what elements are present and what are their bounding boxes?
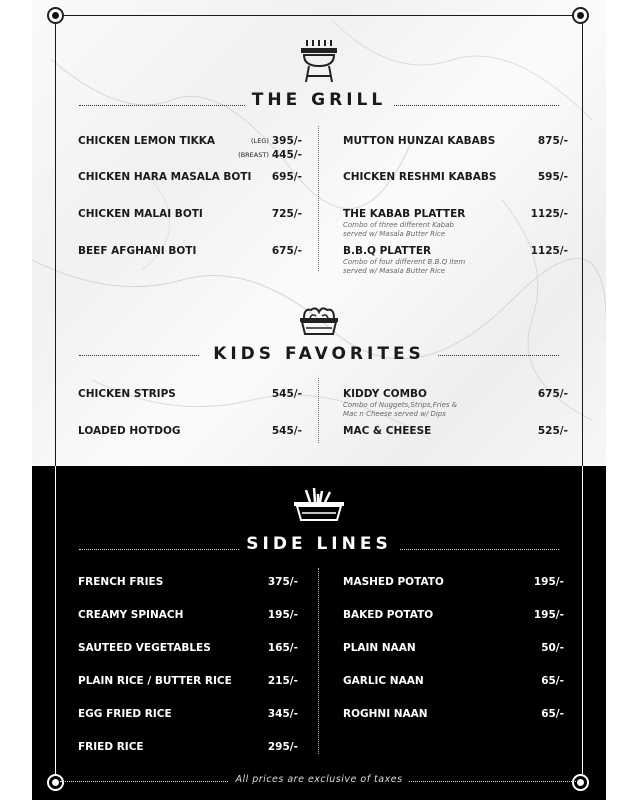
corner-ornament-top-left: [47, 7, 64, 24]
sides-item-price: 295/-: [267, 741, 298, 753]
grill-item-price: 725/-: [271, 208, 302, 220]
grill-item-name: THE KABAB PLATTER: [343, 208, 466, 220]
sides-item-name: FRENCH FRIES: [78, 576, 164, 588]
kids-item-name: MAC & CHEESE: [343, 425, 432, 437]
sides-item-name: CREAMY SPINACH: [78, 609, 184, 621]
sides-item-name: PLAIN RICE / BUTTER RICE: [78, 675, 232, 687]
grill-item-price: 875/-: [537, 135, 568, 147]
section-title-grill: THE GRILL: [251, 90, 387, 110]
grill-item-price: 675/-: [271, 245, 302, 257]
sides-item-name: SAUTEED VEGETABLES: [78, 642, 211, 654]
section-title-sides: SIDE LINES: [0, 534, 638, 554]
sides-item-name: FRIED RICE: [78, 741, 144, 753]
grill-item-name: CHICKEN HARA MASALA BOTI: [78, 171, 252, 183]
grill-item-name: CHICKEN MALAI BOTI: [78, 208, 203, 220]
frame-right-line: [582, 18, 583, 466]
sides-item-price: 215/-: [267, 675, 298, 687]
section-title-kids: KIDS FAVORITES: [213, 344, 425, 364]
grill-item-description: Combo of four different B.B.Q item served w/ Masala Butter Rice: [343, 258, 466, 275]
sides-item-name: MASHED POTATO: [343, 576, 444, 588]
sides-item-price: 195/-: [267, 609, 298, 621]
footer-note: All prices are exclusive of taxes: [0, 774, 638, 785]
grill-item-name: BEEF AFGHANI BOTI: [78, 245, 197, 257]
sides-item-name: EGG FRIED RICE: [78, 708, 172, 720]
sides-item-name: GARLIC NAAN: [343, 675, 424, 687]
grill-item-price: 695/-: [271, 171, 302, 183]
sides-item-name: PLAIN NAAN: [343, 642, 416, 654]
kids-item-price: 525/-: [537, 425, 568, 437]
grill-column-divider: [318, 126, 319, 271]
sides-item-price: 165/-: [267, 642, 298, 654]
grill-item-price: (LEG) 395/-: [251, 135, 302, 147]
sides-item-price: 195/-: [533, 609, 564, 621]
frame-left-line: [55, 18, 56, 466]
sides-item-price: 375/-: [267, 576, 298, 588]
grill-item-name: MUTTON HUNZAI KABABS: [343, 135, 496, 147]
sides-item-price: 195/-: [533, 576, 564, 588]
sides-item-price: 65/-: [541, 708, 564, 720]
kids-item-price: 545/-: [271, 425, 302, 437]
grill-item-price: 1125/-: [530, 208, 568, 220]
grill-item-price: 1125/-: [530, 245, 568, 257]
frame-top-line: [56, 15, 582, 16]
grill-item-description: Combo of three different Kabab served w/ Masala Butter Rice: [343, 221, 454, 238]
kids-item-price: 545/-: [271, 388, 302, 400]
nuggets-basket-icon: [298, 304, 340, 336]
sides-item-name: BAKED POTATO: [343, 609, 434, 621]
price-tag-breast: (BREAST): [238, 151, 269, 159]
frame-right-line-dark: [582, 466, 583, 774]
frame-left-line-dark: [55, 466, 56, 774]
kids-item-description: Combo of Nuggets,Strips,Fries & Mac n Cheese served w/ Dips: [343, 401, 458, 418]
kids-item-name: KIDDY COMBO: [343, 388, 427, 400]
grill-item-name: CHICKEN LEMON TIKKA: [78, 135, 216, 147]
corner-ornament-top-right: [572, 7, 589, 24]
sides-item-price: 65/-: [541, 675, 564, 687]
grill-icon: [299, 38, 339, 84]
fries-tray-icon: [292, 486, 346, 522]
sides-item-price: 50/-: [541, 642, 564, 654]
price-tag-leg: (LEG): [251, 137, 269, 145]
kids-item-name: LOADED HOTDOG: [78, 425, 181, 437]
sides-column-divider: [318, 568, 319, 754]
sides-item-name: ROGHNI NAAN: [343, 708, 428, 720]
grill-item-price-2: (BREAST) 445/-: [238, 149, 302, 161]
grill-item-name: B.B.Q PLATTER: [343, 245, 432, 257]
kids-item-name: CHICKEN STRIPS: [78, 388, 176, 400]
kids-item-price: 675/-: [537, 388, 568, 400]
grill-item-price: 595/-: [537, 171, 568, 183]
sides-item-price: 345/-: [267, 708, 298, 720]
kids-column-divider: [318, 378, 319, 443]
grill-item-name: CHICKEN RESHMI KABABS: [343, 171, 497, 183]
